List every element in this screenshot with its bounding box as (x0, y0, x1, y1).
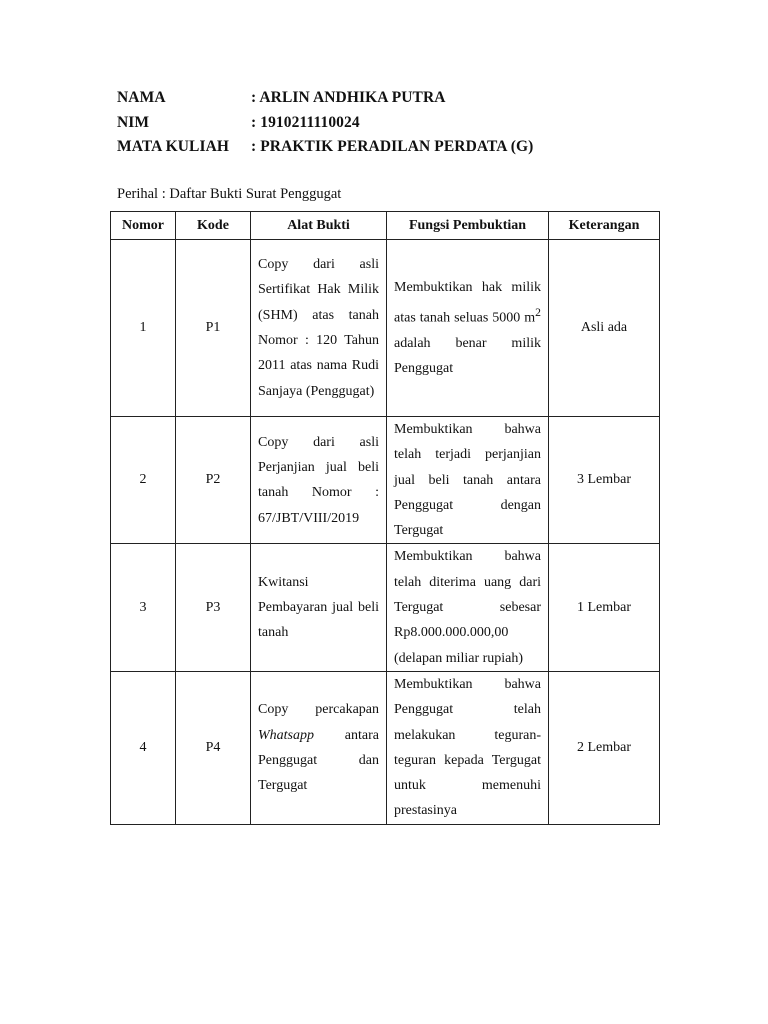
fungsi-text: Membuktikan hak milik atas tanah seluas 5000 m (394, 279, 541, 326)
alat-bukti-text: antara Penggugat dan Tergugat (258, 727, 379, 794)
evidence-table (110, 211, 660, 825)
column-header-keterangan: Keterangan (549, 212, 660, 240)
info-label: NAMA (117, 89, 166, 107)
info-row-mata-kuliah (117, 135, 677, 160)
cell-kode: P3 (176, 544, 251, 671)
cell-fungsi: Membuktikan bahwa telah terjadi perjanjian jual beli tanah antara Penggugat dengan Tergugat (387, 417, 549, 544)
superscript-exponent: 2 (535, 305, 541, 319)
info-row-nim (117, 111, 677, 136)
info-label: MATA KULIAH (117, 138, 230, 156)
cell-nomor: 3 (111, 544, 176, 671)
info-value: : ARLIN ANDHIKA PUTRA (251, 89, 446, 107)
cell-fungsi (387, 240, 549, 417)
table-row (111, 240, 660, 417)
fungsi-text: adalah benar milik Penggugat (394, 335, 541, 377)
cell-alat-bukti (251, 671, 387, 824)
column-header-kode: Kode (176, 212, 251, 240)
cell-keterangan: Asli ada (549, 240, 660, 417)
info-value: : PRAKTIK PERADILAN PERDATA (G) (251, 138, 534, 156)
alat-bukti-text: Copy percakapan (258, 702, 379, 718)
student-info (117, 86, 677, 160)
column-header-alat-bukti: Alat Bukti (251, 212, 387, 240)
table-row (111, 544, 660, 671)
whatsapp-term: Whatsapp (258, 727, 314, 743)
subject-line: Perihal : Daftar Bukti Surat Penggugat (117, 186, 342, 202)
cell-kode: P4 (176, 671, 251, 824)
cell-fungsi: Membuktikan bahwa Penggugat telah melakukan teguran-teguran kepada Tergugat untuk memenuhi prestasinya (387, 671, 549, 824)
cell-alat-bukti: Kwitansi Pembayaran jual beli tanah (251, 544, 387, 671)
info-label: NIM (117, 113, 150, 131)
cell-keterangan: 3 Lembar (549, 417, 660, 544)
cell-nomor: 2 (111, 417, 176, 544)
cell-nomor: 4 (111, 671, 176, 824)
column-header-nomor: Nomor (111, 212, 176, 240)
cell-kode: P1 (176, 240, 251, 417)
cell-nomor: 1 (111, 240, 176, 417)
cell-keterangan: 2 Lembar (549, 671, 660, 824)
cell-fungsi: Membuktikan bahwa telah diterima uang dari Tergugat sebesar Rp8.000.000.000,00 (delapan miliar rupiah) (387, 544, 549, 671)
info-row-nama (117, 86, 677, 111)
cell-kode: P2 (176, 417, 251, 544)
cell-keterangan: 1 Lembar (549, 544, 660, 671)
cell-alat-bukti: Copy dari asli Perjanjian jual beli tanah Nomor : 67/JBT/VIII/2019 (251, 417, 387, 544)
table-header-row (111, 212, 660, 240)
info-value: : 1910211110024 (251, 113, 360, 131)
table-row (111, 417, 660, 544)
column-header-fungsi: Fungsi Pembuktian (387, 212, 549, 240)
table-row (111, 671, 660, 824)
cell-alat-bukti: Copy dari asli Sertifikat Hak Milik (SHM) atas tanah Nomor : 120 Tahun 2011 atas nama Rudi Sanjaya (Penggugat) (251, 240, 387, 417)
